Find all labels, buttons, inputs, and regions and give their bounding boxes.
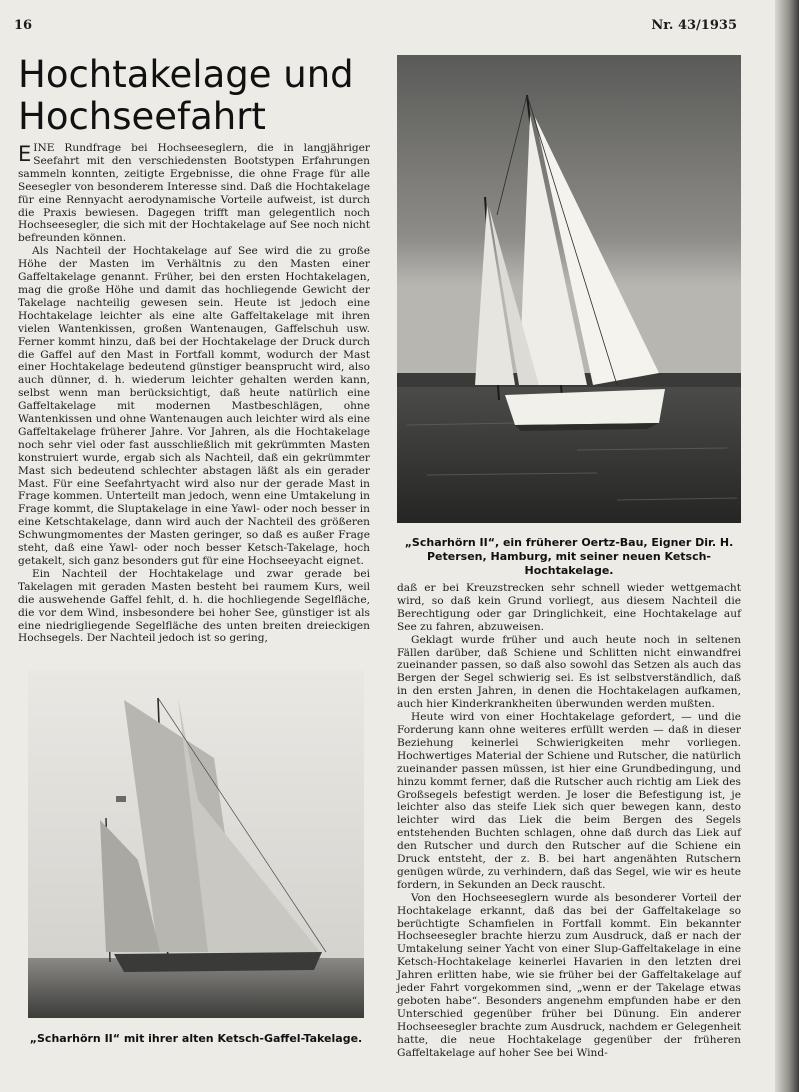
left-text-column — [18, 142, 370, 658]
paragraph: Als Nachteil der Hochtakelage auf See wird die zu große Höhe der Masten im Verhältnis zu den Masten einer Gaffeltakelage genannt. Früher, bei den ersten Hochtakelagen, mag die große Höhe und damit das hochliegende Gewicht der Takelage nachteilig gewesen sein. Heute ist jedoch eine Hochtakelage leichter als eine alte Gaffeltakelage mit ihren vielen Wantenkissen, großen Wantenaugen, Gaffelschuh usw. Ferner kommt hinzu, daß bei der Hochtakelage der Druck durch die Gaffel auf den Mast in Fortfall kommt, wodurch der Mast einer Hochtakelage bedeutend günstiger beansprucht wird, also auch dünner, d. h. wiederum leichter gehalten werden kann, selbst wenn man berücksichtigt, daß heute natürlich eine Gaffeltakelage mit modernen Mastbeschlägen, ohne Wantenkissen und ohne Wantenaugen auch leichter wird als eine Gaffeltakelage früherer Jahre. Vor Jahren, als die Hochtakelage noch sehr viel oder fast ausschließlich mit gekrümmten Masten konstruiert wurde, ergab sich als Nachteil, daß ein gekrümmter Mast sich bedeutend schlechter abstagen läßt als ein gerader Mast. Für eine Seefahrtyacht wird also nur der gerade Mast in Frage kommen. Unterteilt man jedoch, wenn eine Umtakelung in Frage kommt, die Sluptakelage in eine Yawl- oder noch besser in eine Ketschtakelage, dann wird auch der Nachteil des größeren Schwungmomentes der Masten geringer, so daß es außer Frage steht, daß eine Yawl- oder noch besser Ketsch-Takelage, hoch getakelt, sich ganz besonders gut für eine Hochseeyacht eignet. — [18, 245, 370, 567]
article-title — [18, 54, 378, 138]
paragraph: Von den Hochseeseglern wurde als besonderer Vorteil der Hochtakelage erkannt, daß das bei der Gaffeltakelage so berüchtigte Schamfielen in Fortfall kommt. Ein bekannter Hochseesegler brachte hierzu zum Ausdruck, daß er nach der Umtakelung seiner Yacht von einer Slup-Gaffeltakelage in eine Ketsch-Hochtakelage keinerlei Havarien in den letzten drei Jahren erlitten habe, wie sie früher bei der Gaffeltakelage auf jeder Fahrt vorgekommen sind, „wenn er der Takelage etwas geboten habe“. Besonders angenehm empfunden habe er den Unterschied gegenüber früher bei Dünung. Ein anderer Hochseesegler brachte zum Ausdruck, nachdem er Gelegenheit hatte, die neue Hochtakelage gegenüber der früheren Gaffeltakelage auf hoher See bei Wind- — [397, 891, 741, 1059]
yacht-under-sail-image — [397, 55, 741, 523]
photo-caption-top: „Scharhörn II“, ein früherer Oertz-Bau, Eigner Dir. H. Petersen, Hamburg, mit seiner neuen Ketsch-Hochtakelage. — [404, 536, 734, 577]
issue-number: Nr. 43/1935 — [651, 18, 737, 33]
paragraph: Ein Nachteil der Hochtakelage und zwar gerade bei Takelagen mit geraden Masten besteht bei raumem Kurs, weil die auswehende Gaffel fehlt, d. h. die hochliegende Segelfläche, die vor dem Wind, insbesondere bei hoher See, günstiger ist als eine niedrigliegende Segelfläche des unten breiten dreieckigen Hochsegels. Der Nachteil jedoch ist so gering, — [18, 567, 370, 645]
paragraph: Heute wird von einer Hochtakelage gefordert, — und die Forderung kann ohne weiteres erfüllt werden — daß in dieser Beziehung keinerlei Schwierigkeiten mehr vorliegen. Hochwertiges Material der Schiene und Rutscher, die natürlich zueinander passen müssen, ist hier eine Grundbedingung, und hinzu kommt ferner, daß die Rutscher auch richtig am Liek des Großsegels befestigt werden. Je loser die Befestigung ist, je leichter also das steife Liek sich quer bewegen kann, desto leichter wird das Liek die beim Bergen des Segels entstehenden Buchten schlagen, ohne daß durch das Liek auf den Rutscher und durch den Rutscher auf die Schiene ein Druck entsteht, der z. B. bei hart angenähten Rutschern genügen würde, zu verhindern, daß das Segel, wie wir es heute fordern, in Sekunden an Deck rauscht. — [397, 711, 741, 891]
gaff-yacht-image — [28, 670, 364, 1018]
paragraph: EINE Rundfrage bei Hochseeseglern, die in langjähriger Seefahrt mit den verschiedensten Bootstypen Erfahrungen sammeln konnten, zeitigte Ergebnisse, die ohne Frage für alle Seesegler von besonderem Interesse sind. Daß die Hochtakelage für eine Rennyacht aerodynamische Vorteile aufweist, ist durch die Praxis bewiesen. Dagegen trifft man gelegentlich noch Hochseesegler, die sich mit der Hochtakelage auf See noch nicht befreunden können. — [18, 142, 370, 245]
right-text-column — [397, 582, 741, 1074]
photo-ketsch-gaffel-takelage — [28, 670, 364, 1018]
photo-ketsch-hochtakelage — [397, 55, 741, 523]
photo-caption-bottom: „Scharhörn II“ mit ihrer alten Ketsch-Gaffel-Takelage. — [29, 1032, 363, 1045]
title-line-2: Hochseefahrt — [18, 95, 266, 138]
page-number: 16 — [14, 18, 33, 33]
paragraph: daß er bei Kreuzstrecken sehr schnell wieder wettgemacht wird, so daß kein Grund vorliegt, aus diesem Nachteil die Berechtigung oder gar Dringlichkeit, eine Hochtakelage auf See zu fahren, abzuweisen. — [397, 582, 741, 633]
title-line-1: Hochtakelage und — [18, 53, 354, 96]
book-spine-shadow — [775, 0, 799, 1092]
drop-cap: E — [18, 142, 32, 166]
paragraph: Geklagt wurde früher und auch heute noch in seltenen Fällen darüber, daß Schiene und Schlitten nicht einwandfrei zueinander passen, so daß also sowohl das Setzen als auch das Bergen der Segel schwierig sei. Es ist selbstverständlich, daß in den ersten Jahren, in denen die Hochtakelagen aufkamen, auch hier Kinderkrankheiten überwunden werden mußten. — [397, 633, 741, 711]
